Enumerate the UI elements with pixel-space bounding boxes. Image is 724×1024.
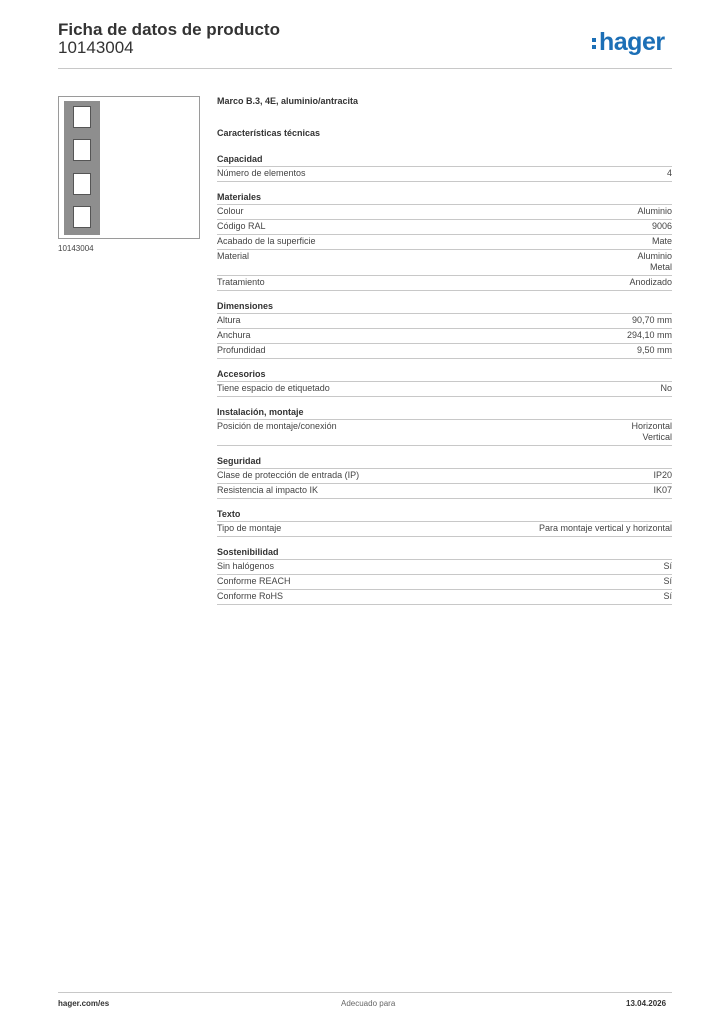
spec-label: Anchura: [217, 330, 251, 340]
spec-label: Tiene espacio de etiquetado: [217, 383, 330, 393]
spec-row: [217, 469, 672, 484]
spec-label: Sin halógenos: [217, 561, 275, 571]
spec-row: [217, 560, 672, 575]
spec-row: [217, 344, 672, 359]
header-divider: [58, 68, 672, 69]
spec-row: [217, 590, 672, 605]
section-title: Seguridad: [217, 455, 672, 469]
frame-slot: [73, 206, 91, 228]
spec-value: No: [660, 383, 672, 393]
spec-value: 9006: [651, 221, 672, 231]
spec-row: [217, 420, 672, 446]
spec-row: [217, 329, 672, 344]
spec-row: [217, 522, 672, 537]
spec-value: Mate: [651, 236, 672, 246]
spec-row: [217, 575, 672, 590]
spec-row: [217, 276, 672, 291]
section-title: Materiales: [217, 191, 672, 205]
section-title: Dimensiones: [217, 300, 672, 314]
spec-value: IK07: [653, 485, 672, 495]
spec-row: [217, 205, 672, 220]
spec-label: Material: [217, 251, 250, 261]
product-code: 10143004: [58, 38, 134, 57]
spec-label: Colour: [217, 206, 244, 216]
image-caption: 10143004: [58, 244, 94, 253]
spec-label: Conforme RoHS: [217, 591, 284, 601]
spec-label: Altura: [217, 315, 241, 325]
section-title: Accesorios: [217, 368, 672, 382]
spec-label: Posición de montaje/conexión: [217, 421, 337, 431]
spec-sections: [217, 153, 672, 605]
spec-row: [217, 235, 672, 250]
spec-value: 9,50 mm: [636, 345, 672, 355]
page-title: Ficha de datos de producto: [58, 20, 280, 39]
product-title: Marco B.3, 4E, aluminio/antracita: [217, 96, 359, 106]
spec-row: [217, 314, 672, 329]
spec-label: Conforme REACH: [217, 576, 291, 586]
logo-text: hager: [599, 28, 665, 56]
section-title: Capacidad: [217, 153, 672, 167]
spec-value: 294,10 mm: [626, 330, 672, 340]
spec-value: 4: [666, 168, 672, 178]
spec-label: Código RAL: [217, 221, 266, 231]
spec-label: Tipo de montaje: [217, 523, 282, 533]
spec-value: Aluminio Metal: [637, 251, 672, 272]
spec-value: Sí: [663, 576, 672, 586]
spec-label: Clase de protección de entrada (IP): [217, 470, 360, 480]
tech-heading: Características técnicas: [217, 128, 321, 138]
section-title: Sostenibilidad: [217, 546, 672, 560]
spec-label: Resistencia al impacto IK: [217, 485, 319, 495]
footer-website: hager.com/es: [58, 999, 110, 1008]
spec-value: Horizontal Vertical: [631, 421, 672, 442]
product-image: [58, 96, 200, 239]
hager-logo: [592, 28, 665, 57]
spec-label: Acabado de la superficie: [217, 236, 316, 246]
spec-value: Sí: [663, 591, 672, 601]
spec-label: Número de elementos: [217, 168, 306, 178]
spec-value: Anodizado: [629, 277, 672, 287]
spec-value: 90,70 mm: [631, 315, 672, 325]
spec-row: [217, 484, 672, 499]
frame-slot: [73, 106, 91, 128]
frame-slot: [73, 139, 91, 161]
spec-row: [217, 167, 672, 182]
spec-row: [217, 382, 672, 397]
section-title: Instalación, montaje: [217, 406, 672, 420]
spec-value: IP20: [653, 470, 672, 480]
spec-value: Sí: [663, 561, 672, 571]
footer-date: 13.04.2026: [626, 999, 667, 1008]
spec-content: [217, 95, 672, 605]
spec-label: Tratamiento: [217, 277, 265, 287]
spec-row: [217, 250, 672, 276]
spec-row: [217, 220, 672, 235]
spec-label: Profundidad: [217, 345, 266, 355]
frame-slot: [73, 173, 91, 195]
logo-dots-icon: [592, 35, 597, 52]
section-title: Texto: [217, 508, 672, 522]
footer-suitable: Adecuado para: [341, 999, 396, 1008]
footer-divider: [58, 992, 672, 993]
spec-value: Aluminio: [637, 206, 672, 216]
spec-value: Para montaje vertical y horizontal: [538, 523, 672, 533]
frame-icon: [64, 101, 100, 235]
